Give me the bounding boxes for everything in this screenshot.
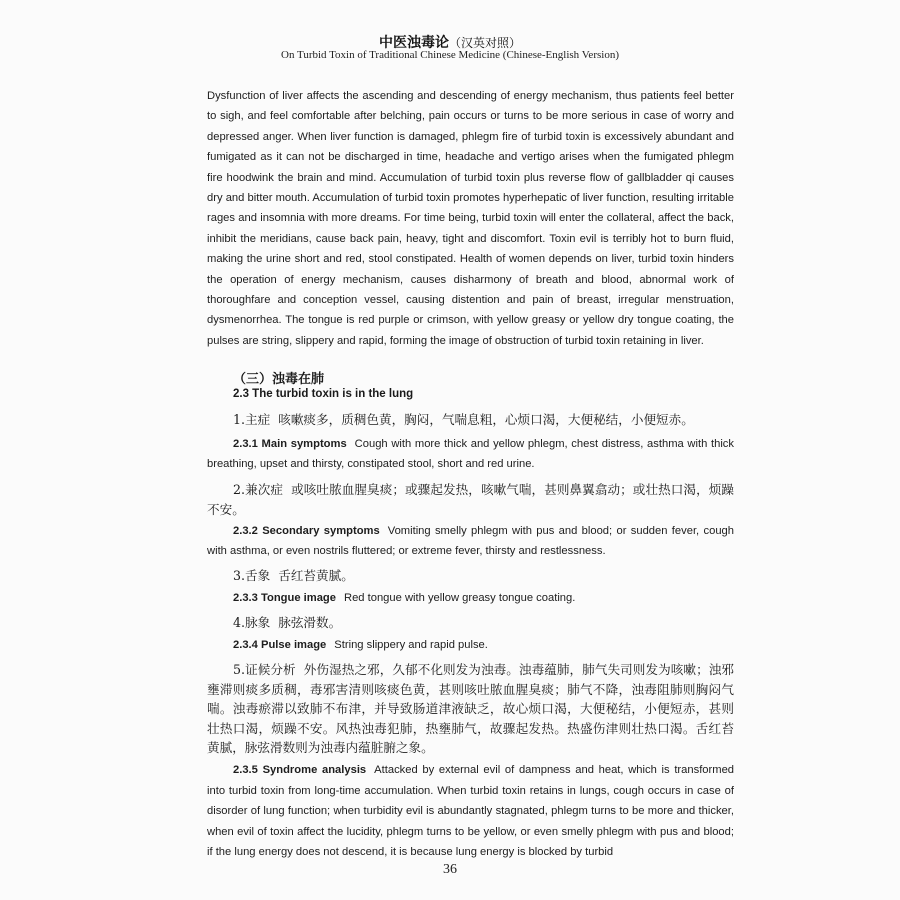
syndrome-analysis-en-label: 2.3.5 Syndrome analysis [233, 764, 367, 776]
tongue-image-cn-label: 3.舌象 [233, 568, 271, 583]
syndrome-analysis-cn [207, 660, 734, 758]
header-title-cn-sub: （汉英对照） [448, 36, 521, 50]
pulse-image-en [207, 635, 734, 655]
pulse-image-en-label: 2.3.4 Pulse image [233, 639, 327, 651]
pulse-image-cn-text: 脉弦滑数。 [278, 615, 342, 630]
main-symptoms-cn-text: 咳嗽痰多，质稠色黄，胸闷，气喘息粗，心烦口渴，大便秘结，小便短赤。 [278, 412, 694, 427]
header-subtitle: On Turbid Toxin of Traditional Chinese Medicine (Chinese-English Version) [281, 49, 619, 61]
header-title-cn: 中医浊毒论 [378, 35, 449, 51]
secondary-symptoms-cn-text: 或咳吐脓血腥臭痰；或骤起发热，咳嗽气喘，甚则鼻翼翕动；或壮热口渴，烦躁不安。 [207, 482, 734, 517]
secondary-symptoms-cn-label: 2.兼次症 [233, 482, 284, 497]
syndrome-analysis-cn-text: 外伤湿热之邪，久郁不化则发为浊毒。浊毒蕴肺，肺气失司则发为咳嗽；浊邪壅滞则痰多质稠，毒邪害清则咳痰色黄，甚则咳吐脓血腥臭痰；肺气不降，浊毒阻肺则胸闷气喘。浊毒瘀滞以致肺不布津，并导致肠道津液缺乏，故心烦口渴，大便秘结，小便短赤，甚则壮热口渴，烦躁不安。风热浊毒犯肺，热壅肺气，故骤起发热。热盛伤津则壮热口渴。舌红苔黄腻，脉弦滑数则为浊毒内蕴脏腑之象。 [207, 662, 734, 756]
tongue-image-en-label: 2.3.3 Tongue image [233, 592, 336, 604]
syndrome-analysis-en-text: Attacked by external evil of dampness and heat, which is transformed into turbid toxin from long-time accumulation. When turbid toxin retains in lungs, cough occurs in case of disorder of lung function; when turbidity evil is abundantly stagnated, phlegm turns to be more and thicker, when evil of toxin affect the lucidity, phlegm turns to be yellow, or even smelly phlegm with pus and blood; if the lung energy does not descend, it is because lung energy is blocked by turbid [207, 764, 735, 859]
page-number: 36 [443, 862, 457, 877]
section-heading-en: 2.3 The turbid toxin is in the lung [233, 388, 414, 400]
intro-paragraph: Dysfunction of liver affects the ascending and descending of energy mechanism, thus patients feel better to sigh, and feel comfortable after belching, pain occurs or turns to be more serious in case of worry and depressed anger. When liver function is damaged, phlegm fire of turbid toxin is excessively abundant and fumigated as it can not be discharged in time, headache and vertigo arises when the fumigated phlegm fire hoodwink the brain and mind. Accumulation of turbid toxin plus reverse flow of gallbladder qi causes dry and bitter mouth. Accumulation of turbid toxin promotes hyperhepatic of liver function, resulting irritable rages and insomnia with more dreams. For time being, turbid toxin will enter the collateral, affect the back, inhibit the meridians, cause back pain, heavy, tight and discomfort. Toxin evil is terribly hot to burn fluid, making the urine short and red, stool constipated. Health of women depends on liver, turbid toxin hinders the operation of energy mechanism, causes disharmony of breath and blood, abnormal work of thoroughfare and conception vessel, causing distention and pain of breast, irregular menstruation, dysmenorrhea. The tongue is red purple or crimson, with yellow greasy or yellow dry tongue coating, the pulses are string, slippery and rapid, forming the image of obstruction of turbid toxin retaining in liver. [207, 90, 734, 347]
main-symptoms-en-label: 2.3.1 Main symptoms [233, 438, 347, 450]
main-symptoms-en [207, 434, 734, 475]
main-symptoms-cn [207, 410, 734, 430]
pulse-image-cn [207, 613, 734, 633]
tongue-image-cn-text: 舌红苔黄腻。 [278, 568, 354, 583]
tongue-image-en-text: Red tongue with yellow greasy tongue coating. [344, 592, 576, 604]
secondary-symptoms-en-text: Vomiting smelly phlegm with pus and blood; or sudden fever, cough with asthma, or even nostrils fluttered; or extreme fever, thirsty and restlessness. [207, 525, 734, 558]
main-symptoms-en-text: Cough with more thick and yellow phlegm, chest distress, asthma with thick breathing, upset and thirsty, constipated stool, short and red urine. [207, 438, 734, 471]
pulse-image-cn-label: 4.脉象 [233, 615, 271, 630]
syndrome-analysis-cn-label: 5.证候分析 [233, 662, 296, 677]
main-symptoms-cn-label: 1.主症 [233, 412, 271, 427]
section-heading-cn: （三）浊毒在肺 [233, 372, 325, 387]
secondary-symptoms-en-label: 2.3.2 Secondary symptoms [233, 525, 380, 537]
pulse-image-en-text: String slippery and rapid pulse. [334, 639, 488, 651]
syndrome-analysis-en [207, 760, 734, 863]
tongue-image-cn [207, 566, 734, 586]
secondary-symptoms-en [207, 521, 734, 562]
secondary-symptoms-cn [207, 480, 734, 520]
tongue-image-en [207, 588, 734, 608]
